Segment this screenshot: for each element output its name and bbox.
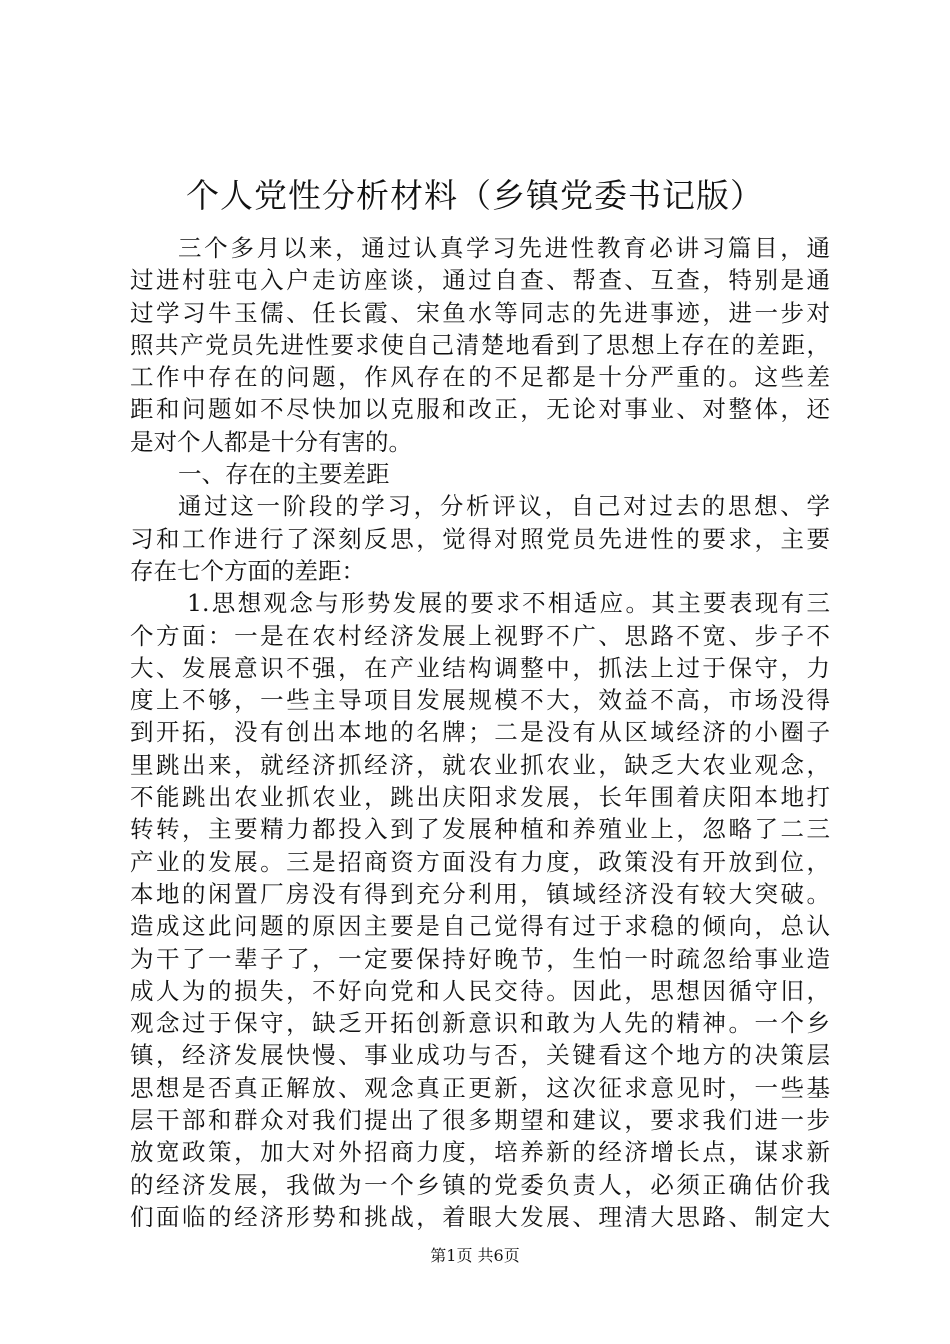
text-line: 不能跳出农业抓农业，跳出庆阳求发展，长年围着庆阳本地打 xyxy=(130,783,830,812)
section-heading: 一、存在的主要差距 xyxy=(178,460,390,489)
text-line: 照共产党员先进性要求使自己清楚地看到了思想上存在的差距， xyxy=(130,330,830,359)
text-line: 个方面：一是在农村经济发展上视野不广、思路不宽、步子不 xyxy=(130,621,830,650)
text-line: 产业的发展。三是招商资方面没有力度，政策没有开放到位， xyxy=(130,847,830,876)
text-line: 通过这一阶段的学习，分析评议，自己对过去的思想、学 xyxy=(178,492,830,521)
text-line: 到开拓，没有创出本地的名牌；二是没有从区域经济的小圈子 xyxy=(130,718,830,747)
text-line: 三个多月以来，通过认真学习先进性教育必讲习篇目，通 xyxy=(178,234,830,262)
text-line: 放宽政策，加大对外招商力度，培养新的经济增长点，谋求新 xyxy=(130,1138,830,1167)
text-line: 度上不够，一些主导项目发展规模不大，效益不高，市场没得 xyxy=(130,686,830,715)
text-line: 造成这此问题的原因主要是自己觉得有过于求稳的倾向，总认 xyxy=(130,912,830,941)
text-line: 过进村驻屯入户走访座谈，通过自查、帮查、互查，特别是通 xyxy=(130,266,830,295)
text-line: 是对个人都是十分有害的。 xyxy=(130,427,412,456)
text-line: 距和问题如不尽快加以克服和改正，无论对事业、对整体，还 xyxy=(130,395,830,424)
text-line: 们面临的经济形势和挑战，着眼大发展、理清大思路、制定大 xyxy=(130,1202,830,1231)
text-line: 观念过于保守，缺乏开拓创新意识和敢为人先的精神。一个乡 xyxy=(130,1009,830,1038)
text-line: 过学习牛玉儒、任长霞、宋鱼水等同志的先进事迹，进一步对 xyxy=(130,298,830,327)
text-line: 为干了一辈子了，一定要保持好晚节，生怕一时疏忽给事业造 xyxy=(130,944,830,973)
text-line: 大、发展意识不强，在产业结构调整中，抓法上过于保守，力 xyxy=(130,653,830,682)
text-line: 1.思想观念与形势发展的要求不相适应。其主要表现有三 xyxy=(187,589,830,618)
page-number-footer: 第1页 共6页 xyxy=(430,1246,520,1265)
text-line: 习和工作进行了深刻反思，觉得对照党员先进性的要求，主要 xyxy=(130,524,830,553)
document-title: 个人党性分析材料（乡镇党委书记版） xyxy=(186,176,764,215)
text-line: 的经济发展，我做为一个乡镇的党委负责人，必须正确估价我 xyxy=(130,1170,830,1199)
text-line: 层干部和群众对我们提出了很多期望和建议，要求我们进一步 xyxy=(130,1106,830,1135)
text-line: 转转，主要精力都投入到了发展种植和养殖业上，忽略了二三 xyxy=(130,815,830,844)
document-body xyxy=(130,232,830,1233)
text-line: 思想是否真正解放、观念真正更新，这次征求意见时，一些基 xyxy=(130,1073,830,1102)
text-line: 里跳出来，就经济抓经济，就农业抓农业，缺乏大农业观念， xyxy=(130,750,830,779)
text-line: 成人为的损失，不好向党和人民交待。因此，思想因循守旧， xyxy=(130,976,830,1005)
text-line: 工作中存在的问题，作风存在的不足都是十分严重的。这些差 xyxy=(130,363,830,392)
text-line: 本地的闲置厂房没有得到充分利用，镇域经济没有较大突破。 xyxy=(130,879,830,908)
text-line: 镇，经济发展快慢、事业成功与否，关键看这个地方的决策层 xyxy=(130,1041,830,1070)
text-line: 存在七个方面的差距： xyxy=(130,556,365,585)
